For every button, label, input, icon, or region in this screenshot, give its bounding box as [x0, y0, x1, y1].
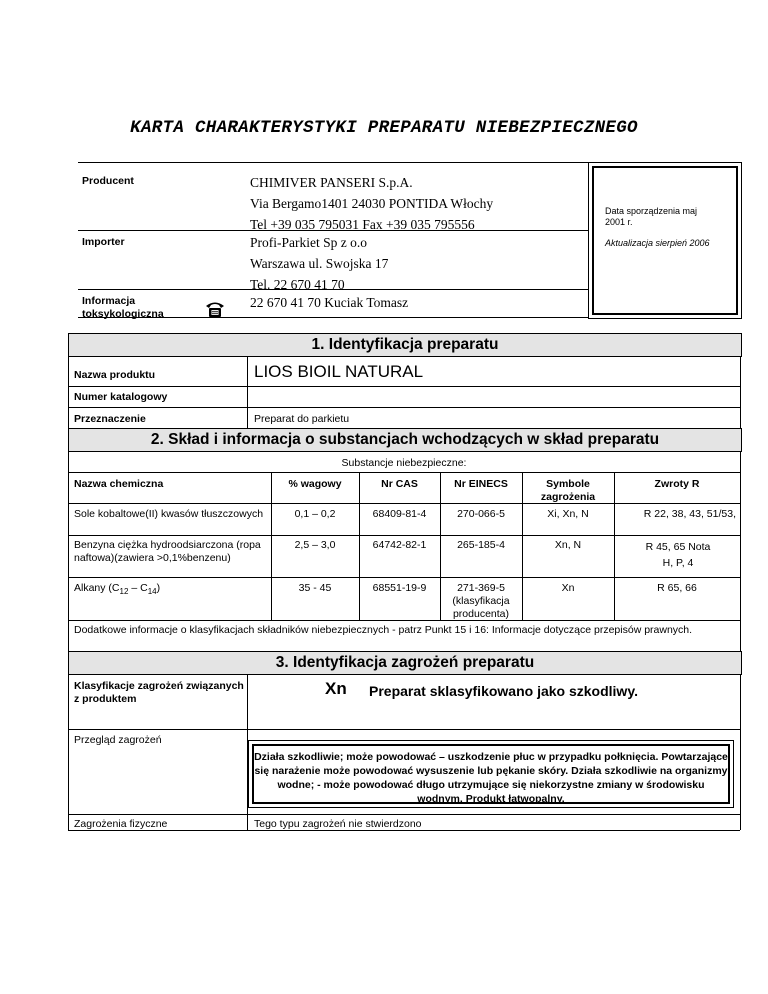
hazard-overview-text: Działa szkodliwie; może powodować – uszkodzenie płuc w przypadku połknięcia. Powtarzające się narażenie może powodować wysuszenie lub pękanie skóry. Działa szkodliwie na organizmy wodne; - może powodować długo utrzymujące się niekorzystne zmiany w środowisku wodnym. Produkt łatwopalny. — [252, 744, 730, 804]
table-row-einecs: 265-185-4 — [457, 539, 505, 551]
table-line — [68, 620, 740, 621]
producer-label: Producent — [82, 175, 134, 187]
importer-line: Warszawa ul. Swojska 17 — [250, 256, 389, 271]
s3-left-border — [68, 675, 69, 830]
table-line — [68, 472, 740, 473]
table-row-name: Alkany $(C_{12} - C_{14})$ — [74, 582, 161, 597]
purpose-value: Preparat do parkietu — [254, 413, 350, 425]
section2-title: 2. Skład i informacja o substancjach wchodzących w skład preparatu — [68, 428, 742, 452]
s1-row-line — [68, 407, 740, 408]
product-value: LIOS BIOIL NATURAL — [254, 362, 424, 381]
table-row-symbols: Xn, N — [554, 539, 582, 551]
table-row-name: Sole kobaltowe(II) kwasów tłuszczowych — [74, 508, 264, 520]
overview-label: Przegląd zagrożeń — [74, 734, 162, 746]
header-bottom-line — [78, 317, 588, 318]
s3-row-line — [68, 729, 740, 730]
classification-text: Preparat sklasyfikowano jako szkodliwy. — [369, 683, 638, 699]
producer-line: Tel +39 035 795031 Fax +39 035 795556 — [250, 217, 475, 232]
tox-label: Informacja toksykologiczna — [82, 295, 164, 320]
date-created: Data sporządzenia maj 2001 r. — [605, 206, 698, 227]
importer-line: Profi-Parkiet Sp z o.o — [250, 235, 367, 250]
table-row-cas: 68409-81-4 — [372, 508, 427, 520]
s1-right-border — [740, 357, 741, 428]
s3-bottom-line — [68, 830, 740, 831]
table-row-symbols: Xn — [561, 582, 575, 594]
producer-line: CHIMIVER PANSERI S.p.A. — [250, 175, 413, 190]
importer-address — [250, 232, 590, 295]
product-label: Nazwa produktu — [74, 369, 156, 381]
table-row-cas: 68551-19-9 — [372, 582, 427, 594]
table-row-einecs: 271-369-5 (klasyfikacja producenta) — [452, 582, 510, 620]
document-title: KARTA CHARAKTERYSTYKI PREPARATU NIEBEZPIECZNEGO — [130, 118, 638, 138]
s2-left-border — [68, 452, 69, 652]
header-line — [78, 230, 588, 231]
header-line — [78, 289, 588, 290]
tox-value: 22 670 41 70 Kuciak Tomasz — [250, 295, 409, 310]
s1-row-line — [68, 386, 740, 387]
physical-label: Zagrożenia fizyczne — [74, 818, 168, 830]
table-row-pct: 35 - 45 — [298, 582, 332, 594]
catalog-label: Numer katalogowy — [74, 391, 168, 403]
producer-address — [250, 172, 590, 235]
table-row-r: R 65, 66 — [657, 582, 697, 594]
table-line — [68, 503, 740, 504]
substances-subtitle: Substancje niebezpieczne: — [341, 457, 467, 469]
section3-title: 3. Identyfikacja zagrożeń preparatu — [68, 651, 742, 675]
table-row-r: R 45, 65 Nota H, P, 4 — [645, 541, 711, 569]
table-row-einecs: 270-066-5 — [457, 508, 505, 520]
phone-icon — [204, 299, 226, 324]
date-updated: Aktualizacja sierpień 2006 — [605, 238, 710, 248]
table-row-r: R 22, 38, 43, 51/53, — [643, 508, 736, 520]
s1-col-divider — [247, 357, 248, 428]
col-header: Nazwa chemiczna — [74, 478, 164, 490]
purpose-label: Przeznaczenie — [74, 413, 146, 425]
s2-right-border — [740, 452, 741, 652]
importer-label: Importer — [82, 236, 125, 248]
table-row-pct: 0,1 – 0,2 — [294, 508, 336, 520]
physical-value: Tego typu zagrożeń nie stwierdzono — [254, 818, 422, 830]
header-top-line — [78, 162, 588, 163]
table-col-line — [614, 472, 615, 620]
date-box — [588, 162, 742, 319]
classification-symbol: Xn — [325, 679, 347, 698]
hazard-overview-box — [248, 740, 734, 808]
table-row-symbols: Xi, Xn, N — [547, 508, 589, 520]
producer-line: Via Bergamo1401 24030 PONTIDA Włochy — [250, 196, 494, 211]
composition-note: Dodatkowe informacje o klasyfikacjach składników niebezpiecznych - patrz Punkt 15 i 16: Informacje dotyczące przepisów prawnych. — [74, 624, 693, 636]
s3-row-line — [68, 814, 740, 815]
col-header: % wagowy — [288, 478, 342, 490]
table-line — [68, 577, 740, 578]
col-header: Nr EINECS — [454, 478, 508, 490]
table-row-cas: 64742-82-1 — [372, 539, 427, 551]
importer-line: Tel. 22 670 41 70 — [250, 277, 345, 292]
col-header: Symbole zagrożenia — [540, 478, 596, 503]
table-row-name: Benzyna ciężka hydroodsiarczona (ropa naftowa)(zawiera >0,1%benzenu) — [74, 539, 261, 564]
col-header: Nr CAS — [381, 478, 418, 490]
section1-title: 1. Identyfikacja preparatu — [68, 333, 742, 357]
table-row-pct: 2,5 – 3,0 — [294, 539, 336, 551]
col-header: Zwroty R — [654, 478, 700, 490]
s1-left-border — [68, 357, 69, 428]
classification-label: Klasyfikacje zagrożeń związanych z produktem — [74, 680, 244, 705]
s3-right-border — [740, 675, 741, 830]
table-line — [68, 535, 740, 536]
